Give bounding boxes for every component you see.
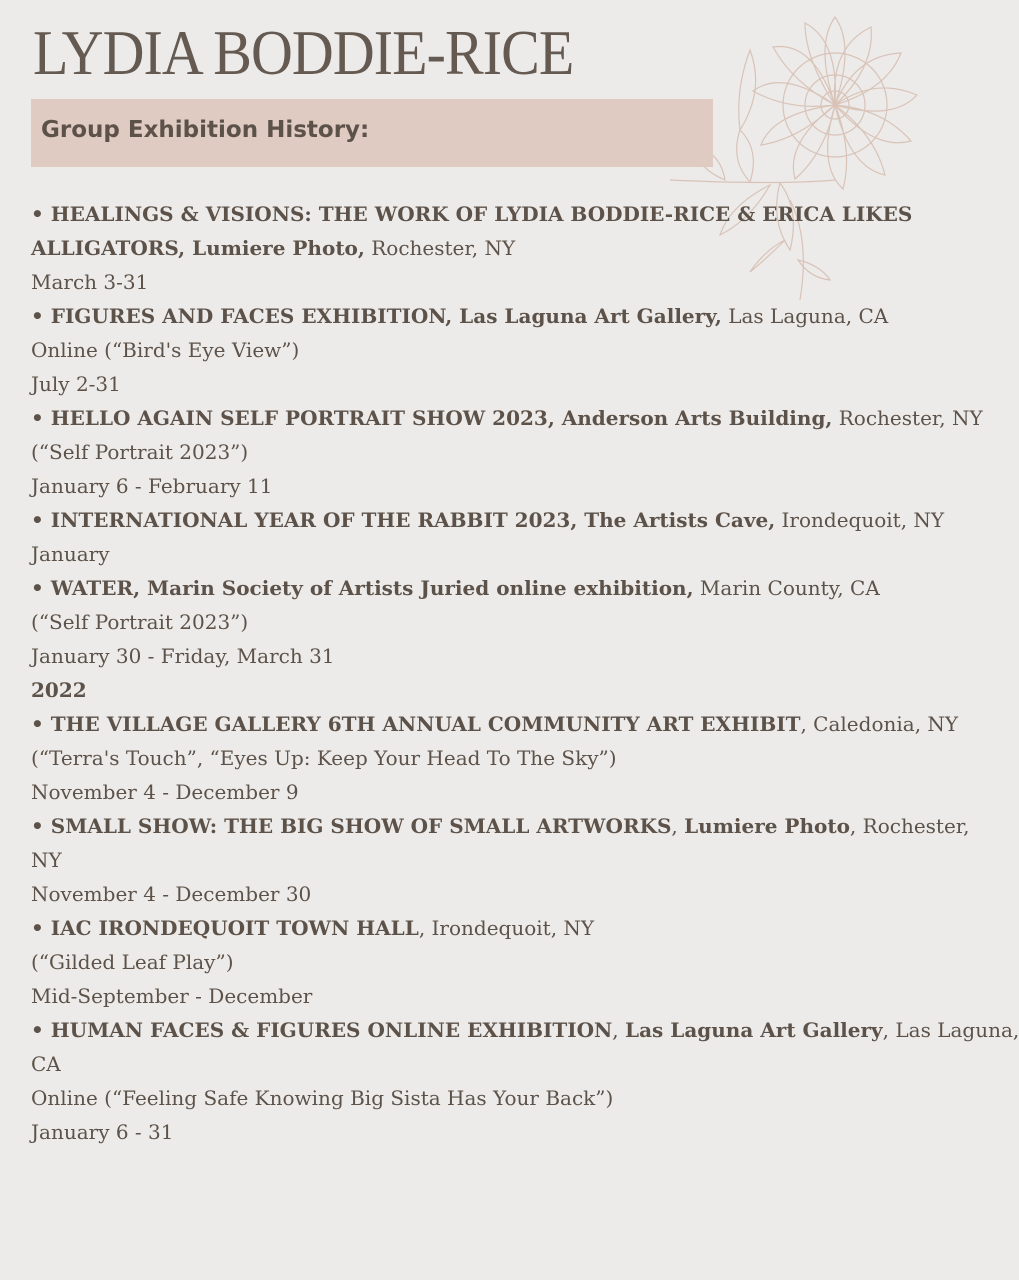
year-heading: 2022 [31,678,87,702]
exhibition-work: (“Terra's Touch”, “Eyes Up: Keep Your Head To The Sky”) [31,746,617,770]
exhibition-title-line [31,571,976,605]
separator: , [612,1018,626,1042]
exhibition-work: (“Self Portrait 2023”) [31,610,249,634]
exhibition-dates: November 4 - December 30 [31,882,312,906]
exhibition-dates: January 30 - Friday, March 31 [31,644,335,668]
exhibition-title-line [31,503,976,537]
exhibition-location-cont: CA [31,1052,61,1076]
exhibition-title-line [31,401,983,435]
exhibition-title: • HELLO AGAIN SELF PORTRAIT SHOW 2023, Anderson Arts Building, [31,406,833,430]
exhibition-title: • SMALL SHOW: THE BIG SHOW OF SMALL ARTWORKS [31,814,672,838]
exhibition-work: Online (“Feeling Safe Knowing Big Sista Has Your Back”) [31,1086,614,1110]
exhibition-title-line [31,809,976,843]
exhibition-location: Rochester, NY [364,236,516,260]
exhibition-dates: January 6 - February 11 [31,474,273,498]
exhibition-dates: July 2-31 [31,372,121,396]
exhibition-location: Rochester, NY [832,406,983,430]
exhibition-title: • THE VILLAGE GALLERY 6TH ANNUAL COMMUNITY ART EXHIBIT [31,712,801,736]
exhibition-title: • IAC IRONDEQUOIT TOWN HALL [31,916,419,940]
exhibition-title-line [31,197,976,231]
exhibition-location: , Irondequoit, NY [418,916,595,940]
exhibition-title-line [31,299,976,333]
exhibition-work: (“Self Portrait 2023”) [31,440,249,464]
exhibition-dates: November 4 - December 9 [31,780,299,804]
exhibition-location: , Las Laguna, [882,1018,1019,1042]
exhibition-venue: ALLIGATORS, Lumiere Photo, [31,236,365,260]
exhibition-title-line [31,1013,1019,1047]
artist-name: LYDIA BODDIE-RICE [33,18,574,88]
exhibition-work: (“Gilded Leaf Play”) [31,950,234,974]
exhibition-dates: Mid-September - December [31,984,313,1008]
exhibition-venue: Lumiere Photo [684,814,850,838]
exhibition-title: • WATER, Marin Society of Artists Juried online exhibition, [31,576,694,600]
separator: , [671,814,685,838]
exhibition-location: Marin County, CA [693,576,880,600]
exhibition-list [31,197,1019,1149]
exhibition-location: Irondequoit, NY [775,508,945,532]
exhibition-venue: Las Laguna Art Gallery [625,1018,883,1042]
exhibition-location-cont: NY [31,848,62,872]
exhibition-dates: January [31,542,110,566]
exhibition-location: Las Laguna, CA [721,304,889,328]
exhibition-location: , Caledonia, NY [800,712,959,736]
exhibition-title: • HEALINGS & VISIONS: THE WORK OF LYDIA BODDIE-RICE & ERICA LIKES [31,202,913,226]
exhibition-location: , Rochester, [849,814,970,838]
exhibition-dates: January 6 - 31 [31,1120,174,1144]
exhibition-title-line [31,707,976,741]
exhibition-title: • INTERNATIONAL YEAR OF THE RABBIT 2023, The Artists Cave, [31,508,776,532]
exhibition-title-line [31,911,976,945]
exhibition-title: • HUMAN FACES & FIGURES ONLINE EXHIBITION [31,1018,613,1042]
section-banner [31,99,713,167]
exhibition-work: Online (“Bird's Eye View”) [31,338,300,362]
exhibition-dates: March 3-31 [31,270,149,294]
section-title: Group Exhibition History: [41,117,370,143]
exhibition-title: • FIGURES AND FACES EXHIBITION, Las Laguna Art Gallery, [31,304,722,328]
exhibition-title-line [31,231,976,265]
